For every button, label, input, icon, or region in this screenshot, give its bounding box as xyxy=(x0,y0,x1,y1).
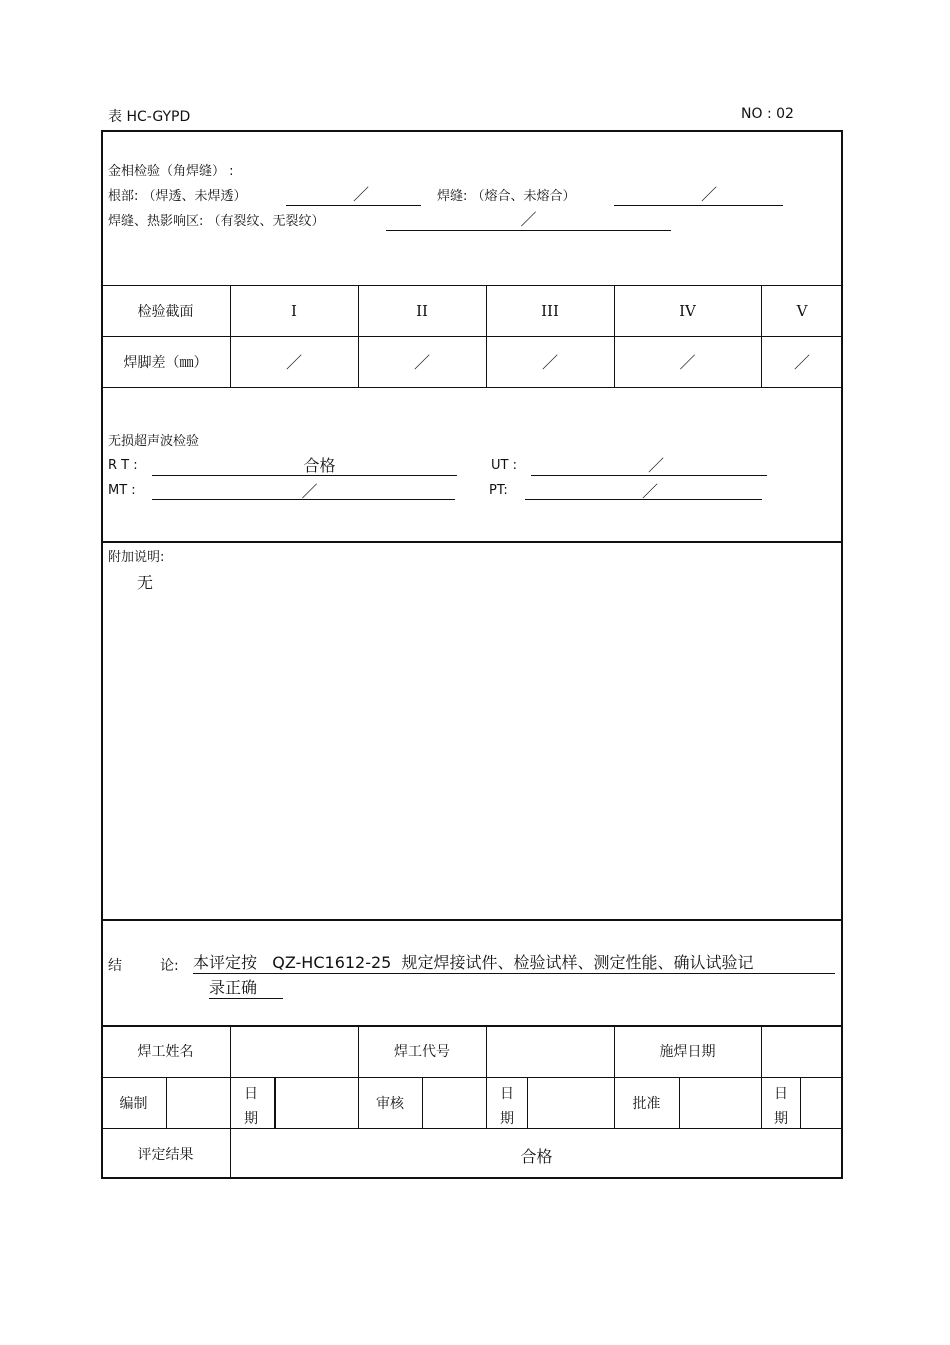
section-header-label: 检验截面 xyxy=(137,303,194,320)
conclusion-line-2: 录正确 xyxy=(209,978,283,999)
haz-label: 焊缝、热影响区: （有裂纹、无裂纹） xyxy=(108,214,325,229)
metallography-title: 金相检验（角焊缝） : xyxy=(108,164,234,179)
weld-date-label: 施焊日期 xyxy=(659,1044,716,1060)
root-value: ／ xyxy=(352,185,369,204)
date-label-top: 日 xyxy=(244,1086,258,1102)
welder-name-label: 焊工姓名 xyxy=(137,1044,194,1060)
prepared-label: 编制 xyxy=(119,1095,148,1112)
date-label-bottom: 期 xyxy=(500,1111,514,1127)
leg-diff-value: ／ xyxy=(541,353,558,372)
reviewed-label: 审核 xyxy=(376,1095,404,1112)
date-label-top: 日 xyxy=(500,1086,514,1102)
leg-diff-value: ／ xyxy=(285,353,302,372)
ut-label: UT : xyxy=(491,458,517,473)
notes-value: 无 xyxy=(137,573,154,592)
form-number: NO : 02 xyxy=(741,106,794,122)
date-label-top: 日 xyxy=(774,1086,788,1102)
welder-name-field[interactable] xyxy=(230,1025,358,1077)
col-line xyxy=(274,1077,276,1128)
section-col-5: V xyxy=(796,301,808,320)
ut-value: ／ xyxy=(647,456,664,475)
result-label: 评定结果 xyxy=(137,1146,194,1163)
rt-value: 合格 xyxy=(303,456,336,475)
form-code: 表 HC-GYPD xyxy=(108,109,191,125)
divider xyxy=(101,387,843,388)
pt-value: ／ xyxy=(641,482,658,501)
section-col-2: II xyxy=(416,301,428,320)
mt-label: MT : xyxy=(108,483,136,498)
conclusion-label-a: 结 xyxy=(108,958,122,974)
weld-label: 焊缝: （熔合、未熔合） xyxy=(437,189,576,204)
root-underline xyxy=(286,205,421,206)
welder-code-label: 焊工代号 xyxy=(394,1044,450,1060)
col-line xyxy=(527,1077,528,1128)
section-col-1: I xyxy=(291,301,297,320)
mt-value: ／ xyxy=(301,482,318,501)
section-col-3: III xyxy=(541,301,559,320)
col-line xyxy=(800,1077,801,1128)
col-line xyxy=(166,1077,167,1128)
col-line xyxy=(422,1077,423,1128)
weld-value: ／ xyxy=(700,185,717,204)
col-line xyxy=(679,1077,680,1128)
notes-label: 附加说明: xyxy=(108,550,165,565)
rt-label: R T : xyxy=(108,458,138,473)
conclusion-line-1: 本评定按 QZ-HC1612-25 规定焊接试件、检验试样、测定性能、确认试验记 xyxy=(193,953,835,974)
root-label: 根部: （焊透、未焊透） xyxy=(108,189,247,204)
date-label-bottom: 期 xyxy=(774,1111,788,1127)
divider xyxy=(101,919,843,921)
haz-underline xyxy=(386,230,671,231)
conclusion-label-b: 论: xyxy=(160,958,179,974)
approved-label: 批准 xyxy=(632,1095,661,1112)
leg-diff-label: 焊脚差（㎜） xyxy=(123,354,208,371)
haz-value: ／ xyxy=(520,210,537,229)
leg-diff-value: ／ xyxy=(793,353,810,372)
weld-underline xyxy=(614,205,783,206)
result-value: 合格 xyxy=(520,1146,553,1166)
weld-date-field[interactable] xyxy=(761,1025,843,1077)
section-col-4: IV xyxy=(679,301,696,320)
leg-diff-value: ／ xyxy=(413,353,430,372)
divider xyxy=(101,541,843,543)
leg-diff-value: ／ xyxy=(679,353,696,372)
date-label-bottom: 期 xyxy=(244,1111,258,1127)
pt-label: PT: xyxy=(489,483,508,498)
welder-code-field[interactable] xyxy=(486,1025,614,1077)
divider xyxy=(101,1077,843,1078)
ndt-title: 无损超声波检验 xyxy=(108,434,200,449)
